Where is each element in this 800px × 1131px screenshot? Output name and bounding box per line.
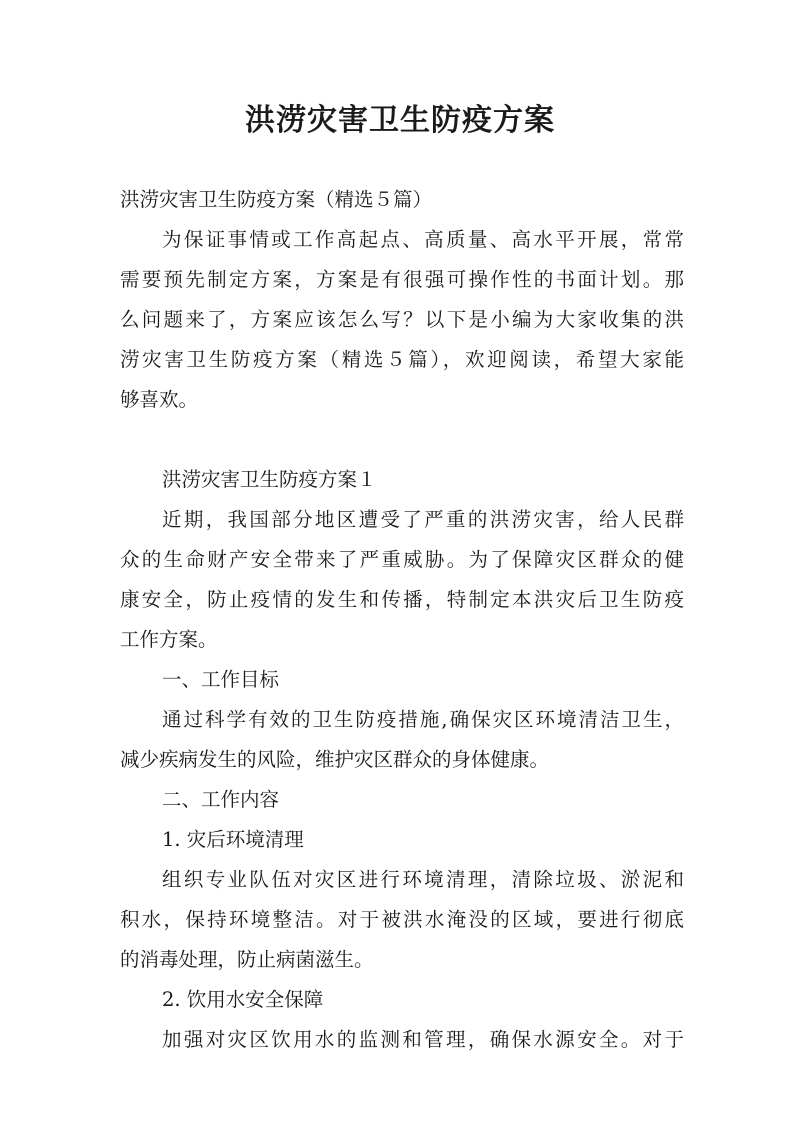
section-paragraph-line: 康安全，防止疫情的发生和传播，特制定本洪灾后卫生防疫 — [120, 588, 684, 611]
paragraph-gap — [120, 420, 684, 460]
item-paragraph-line: 的消毒处理，防止病菌滋生。 — [120, 948, 374, 971]
heading-content: 二、工作内容 — [162, 788, 280, 811]
intro-line: 需要预先制定方案，方案是有很强可操作性的书面计划。那 — [120, 268, 684, 291]
intro-line: 涝灾害卫生防疫方案（精选５篇），欢迎阅读，希望大家能 — [120, 348, 684, 371]
item-title: 2. 饮用水安全保障 — [162, 988, 324, 1011]
intro-line: 为保证事情或工作高起点、高质量、高水平开展，常常 — [162, 228, 684, 251]
document-body — [120, 180, 684, 1060]
intro-line: 么问题来了，方案应该怎么写？以下是小编为大家收集的洪 — [120, 308, 684, 331]
item-paragraph-line: 积水，保持环境整洁。对于被洪水淹没的区域，要进行彻底 — [120, 908, 684, 931]
document-title: 洪涝灾害卫生防疫方案 — [245, 103, 555, 138]
section-paragraph-line: 近期，我国部分地区遭受了严重的洪涝灾害，给人民群 — [162, 508, 684, 531]
heading-goals: 一、工作目标 — [162, 668, 280, 691]
goal-paragraph-line: 减少疾病发生的风险，维护灾区群众的身体健康。 — [120, 748, 550, 771]
section-title: 洪涝灾害卫生防疫方案１ — [162, 468, 377, 491]
intro-line: 够喜欢。 — [120, 388, 199, 411]
section-paragraph-line: 工作方案。 — [120, 628, 218, 651]
item-paragraph-line: 加强对灾区饮用水的监测和管理，确保水源安全。对于 — [162, 1028, 684, 1051]
item-title: 1. 灾后环境清理 — [162, 828, 304, 851]
section-paragraph-line: 众的生命财产安全带来了严重威胁。为了保障灾区群众的健 — [120, 548, 684, 571]
item-paragraph-line: 组织专业队伍对灾区进行环境清理，清除垃圾、淤泥和 — [162, 868, 684, 891]
goal-paragraph-line: 通过科学有效的卫生防疫措施,确保灾区环境清洁卫生， — [162, 708, 684, 731]
document-subtitle: 洪涝灾害卫生防疫方案（精选５篇） — [120, 188, 433, 211]
